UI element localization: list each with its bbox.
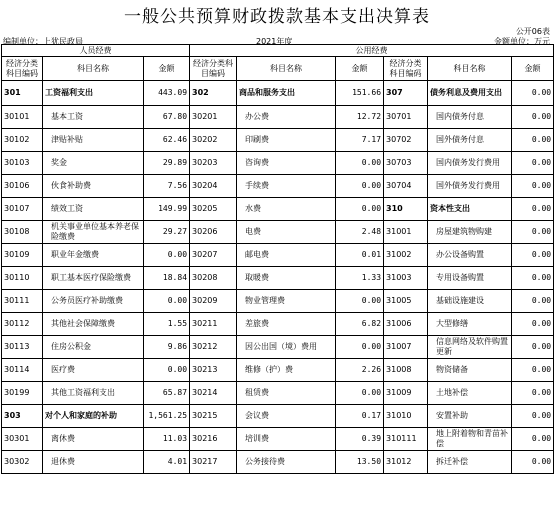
cell-code: 30702 — [384, 129, 428, 152]
cell-name: 邮电费 — [237, 244, 336, 267]
cell-amount: 0.17 — [336, 405, 384, 428]
cell-code: 30214 — [190, 382, 237, 405]
table-row — [2, 267, 554, 290]
col-header-amount: 金额 — [144, 57, 190, 81]
cell-amount: 0.00 — [512, 336, 554, 359]
cell-amount: 1.55 — [144, 313, 190, 336]
cell-code: 30102 — [2, 129, 43, 152]
cell-amount: 29.27 — [144, 221, 190, 244]
col-header-name: 科目名称 — [43, 57, 144, 81]
cell-amount: 65.87 — [144, 382, 190, 405]
cell-amount: 0.00 — [512, 175, 554, 198]
cell-code: 30704 — [384, 175, 428, 198]
cell-name: 咨询费 — [237, 152, 336, 175]
cell-code: 30301 — [2, 428, 43, 451]
cell-amount: 0.00 — [512, 382, 554, 405]
cell-name: 手续费 — [237, 175, 336, 198]
cell-name: 住房公积金 — [43, 336, 144, 359]
cell-name: 地上附着物和青苗补偿 — [428, 428, 512, 451]
cell-code: 30212 — [190, 336, 237, 359]
cell-code: 30204 — [190, 175, 237, 198]
cell-name: 房屋建筑物购建 — [428, 221, 512, 244]
cell-code: 30106 — [2, 175, 43, 198]
cell-amount: 9.86 — [144, 336, 190, 359]
col-header-name: 科目名称 — [237, 57, 336, 81]
cell-code: 31010 — [384, 405, 428, 428]
cell-name: 物业管理费 — [237, 290, 336, 313]
cell-amount: 1,561.25 — [144, 405, 190, 428]
cell-name: 土地补偿 — [428, 382, 512, 405]
cell-code: 30113 — [2, 336, 43, 359]
cell-name: 绩效工资 — [43, 198, 144, 221]
cell-code: 303 — [2, 405, 43, 428]
cell-amount: 7.17 — [336, 129, 384, 152]
cell-code: 30211 — [190, 313, 237, 336]
cell-name: 职工基本医疗保险缴费 — [43, 267, 144, 290]
cell-amount: 0.00 — [512, 359, 554, 382]
cell-name: 租赁费 — [237, 382, 336, 405]
cell-code: 31006 — [384, 313, 428, 336]
cell-amount: 0.00 — [512, 428, 554, 451]
cell-name: 取暖费 — [237, 267, 336, 290]
cell-amount: 2.48 — [336, 221, 384, 244]
col-header-name: 科目名称 — [428, 57, 512, 81]
cell-amount: 0.00 — [512, 152, 554, 175]
cell-name: 资本性支出 — [428, 198, 512, 221]
cell-name: 办公费 — [237, 106, 336, 129]
cell-name: 信息网络及软件购置更新 — [428, 336, 512, 359]
cell-code: 30108 — [2, 221, 43, 244]
cell-code: 30207 — [190, 244, 237, 267]
cell-code: 310111 — [384, 428, 428, 451]
cell-name: 安置补助 — [428, 405, 512, 428]
form-number: 公开06表 — [515, 27, 550, 36]
cell-amount: 0.00 — [512, 313, 554, 336]
col-header-amount: 金额 — [512, 57, 554, 81]
col-header-code: 经济分类科目编码 — [190, 57, 237, 81]
table-row — [2, 405, 554, 428]
table-row — [2, 81, 554, 106]
cell-code: 30701 — [384, 106, 428, 129]
table-row — [2, 313, 554, 336]
cell-amount: 13.50 — [336, 451, 384, 474]
personnel-group-header: 人员经费 — [2, 45, 190, 57]
cell-name: 电费 — [237, 221, 336, 244]
cell-amount: 149.99 — [144, 198, 190, 221]
cell-amount: 0.00 — [512, 81, 554, 106]
cell-name: 大型修缮 — [428, 313, 512, 336]
cell-name: 国外债务付息 — [428, 129, 512, 152]
table-row — [2, 428, 554, 451]
cell-name: 其他工资福利支出 — [43, 382, 144, 405]
table-row — [2, 336, 554, 359]
col-header-code: 经济分类科目编码 — [2, 57, 43, 81]
cell-code: 30114 — [2, 359, 43, 382]
table-row — [2, 129, 554, 152]
col-header-amount: 金额 — [336, 57, 384, 81]
cell-name: 债务利息及费用支出 — [428, 81, 512, 106]
cell-amount: 0.00 — [336, 290, 384, 313]
cell-amount: 1.33 — [336, 267, 384, 290]
table-row — [2, 382, 554, 405]
cell-amount: 0.00 — [336, 198, 384, 221]
table-row — [2, 221, 554, 244]
cell-name: 基础设施建设 — [428, 290, 512, 313]
cell-code: 30213 — [190, 359, 237, 382]
table-row — [2, 152, 554, 175]
table-row — [2, 290, 554, 313]
cell-amount: 4.01 — [144, 451, 190, 474]
cell-amount: 0.01 — [336, 244, 384, 267]
cell-code: 31008 — [384, 359, 428, 382]
cell-amount: 0.00 — [512, 267, 554, 290]
currency-label: 金额单位：万元 — [494, 37, 550, 46]
cell-code: 30209 — [190, 290, 237, 313]
cell-amount: 151.66 — [336, 81, 384, 106]
cell-amount: 18.84 — [144, 267, 190, 290]
cell-code: 30216 — [190, 428, 237, 451]
cell-code: 31002 — [384, 244, 428, 267]
table-row — [2, 198, 554, 221]
cell-name: 拆迁补偿 — [428, 451, 512, 474]
cell-amount: 0.00 — [336, 336, 384, 359]
cell-amount: 62.46 — [144, 129, 190, 152]
cell-code: 31012 — [384, 451, 428, 474]
table-row — [2, 244, 554, 267]
cell-amount: 0.00 — [144, 244, 190, 267]
cell-code: 30203 — [190, 152, 237, 175]
cell-amount: 0.00 — [512, 244, 554, 267]
cell-name: 商品和服务支出 — [237, 81, 336, 106]
cell-name: 因公出国（境）费用 — [237, 336, 336, 359]
cell-name: 国内债务发行费用 — [428, 152, 512, 175]
cell-amount: 2.26 — [336, 359, 384, 382]
cell-name: 其他社会保障缴费 — [43, 313, 144, 336]
cell-code: 30302 — [2, 451, 43, 474]
cell-amount: 0.39 — [336, 428, 384, 451]
cell-amount: 0.00 — [512, 405, 554, 428]
table-row — [2, 451, 554, 474]
cell-name: 会议费 — [237, 405, 336, 428]
cell-code: 30206 — [190, 221, 237, 244]
cell-code: 30703 — [384, 152, 428, 175]
cell-name: 退休费 — [43, 451, 144, 474]
col-header-code: 经济分类科目编码 — [384, 57, 428, 81]
cell-code: 30103 — [2, 152, 43, 175]
cell-amount: 0.00 — [144, 290, 190, 313]
cell-name: 国内债务付息 — [428, 106, 512, 129]
cell-code: 30110 — [2, 267, 43, 290]
cell-code: 31001 — [384, 221, 428, 244]
cell-amount: 0.00 — [512, 290, 554, 313]
cell-code: 31003 — [384, 267, 428, 290]
unit-label: 编制单位：上犹民政局 — [3, 37, 83, 46]
cell-name: 物资储备 — [428, 359, 512, 382]
cell-name: 公务员医疗补助缴费 — [43, 290, 144, 313]
cell-name: 公务接待费 — [237, 451, 336, 474]
cell-code: 30202 — [190, 129, 237, 152]
cell-amount: 0.00 — [336, 382, 384, 405]
table-row — [2, 359, 554, 382]
cell-amount: 443.09 — [144, 81, 190, 106]
cell-code: 30111 — [2, 290, 43, 313]
report-title: 一般公共预算财政拨款基本支出决算表 — [124, 7, 430, 27]
cell-name: 机关事业单位基本养老保险缴费 — [43, 221, 144, 244]
cell-name: 水费 — [237, 198, 336, 221]
cell-amount: 12.72 — [336, 106, 384, 129]
cell-code: 30109 — [2, 244, 43, 267]
cell-amount: 0.00 — [512, 106, 554, 129]
year-label: 2021年度 — [256, 37, 293, 46]
cell-code: 30215 — [190, 405, 237, 428]
cell-code: 30217 — [190, 451, 237, 474]
cell-name: 医疗费 — [43, 359, 144, 382]
cell-code: 30208 — [190, 267, 237, 290]
cell-amount: 0.00 — [336, 175, 384, 198]
cell-code: 30201 — [190, 106, 237, 129]
cell-name: 津贴补贴 — [43, 129, 144, 152]
cell-name: 国外债务发行费用 — [428, 175, 512, 198]
public-group-header: 公用经费 — [190, 45, 554, 57]
cell-code: 310 — [384, 198, 428, 221]
cell-amount: 11.03 — [144, 428, 190, 451]
cell-amount: 0.00 — [512, 221, 554, 244]
cell-code: 31007 — [384, 336, 428, 359]
table-row — [2, 175, 554, 198]
cell-code: 302 — [190, 81, 237, 106]
cell-code: 31005 — [384, 290, 428, 313]
cell-name: 奖金 — [43, 152, 144, 175]
cell-amount: 0.00 — [512, 198, 554, 221]
cell-name: 工资福利支出 — [43, 81, 144, 106]
cell-name: 基本工资 — [43, 106, 144, 129]
cell-code: 307 — [384, 81, 428, 106]
cell-name: 培训费 — [237, 428, 336, 451]
cell-name: 专用设备购置 — [428, 267, 512, 290]
cell-name: 差旅费 — [237, 313, 336, 336]
table-row — [2, 106, 554, 129]
cell-amount: 6.82 — [336, 313, 384, 336]
cell-amount: 0.00 — [512, 129, 554, 152]
cell-name: 办公设备购置 — [428, 244, 512, 267]
cell-code: 30199 — [2, 382, 43, 405]
expenditure-table — [1, 44, 554, 474]
cell-code: 301 — [2, 81, 43, 106]
cell-name: 伙食补助费 — [43, 175, 144, 198]
cell-code: 30205 — [190, 198, 237, 221]
cell-amount: 0.00 — [512, 451, 554, 474]
cell-amount: 67.80 — [144, 106, 190, 129]
cell-code: 31009 — [384, 382, 428, 405]
cell-code: 30101 — [2, 106, 43, 129]
cell-code: 30107 — [2, 198, 43, 221]
cell-name: 对个人和家庭的补助 — [43, 405, 144, 428]
cell-amount: 7.56 — [144, 175, 190, 198]
cell-name: 印刷费 — [237, 129, 336, 152]
cell-name: 维修（护）费 — [237, 359, 336, 382]
cell-name: 离休费 — [43, 428, 144, 451]
cell-code: 30112 — [2, 313, 43, 336]
cell-amount: 0.00 — [336, 152, 384, 175]
cell-amount: 29.89 — [144, 152, 190, 175]
cell-name: 职业年金缴费 — [43, 244, 144, 267]
cell-amount: 0.00 — [144, 359, 190, 382]
